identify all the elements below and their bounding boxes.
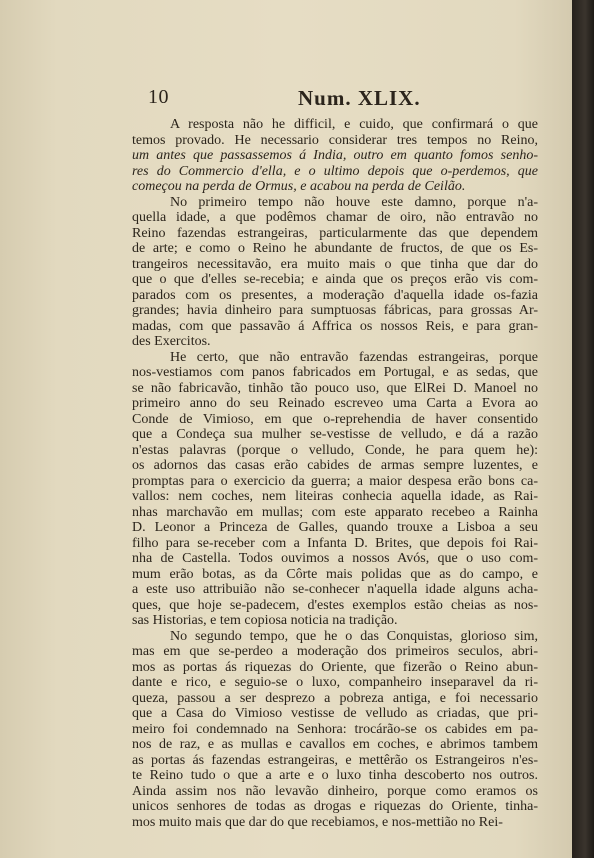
text-line: começou na perda de Ormus, e acabou na perda de Ceilão.: [132, 179, 466, 194]
text-line: primeiro anno do seu Reinado escreveo uma Carta a Evora ao: [132, 396, 538, 411]
text-line: mum erão botas, as da Côrte mais polidas que as do campo, e: [132, 566, 538, 582]
text-line: No primeiro tempo não houve este damno, porque n'a-: [170, 194, 538, 210]
page-number: 10: [148, 86, 169, 108]
text-line: se não fabricavão, tinhão tão pouco uso, que ElRei D. Manoel no: [132, 380, 538, 396]
text-line: res do Commercio d'ella, e o ultimo depois que o-perdemos, que: [132, 163, 538, 179]
text-line: trangeiros necessitavão, era muito mais o que tinha que dar do: [132, 256, 538, 272]
text-line: sas Historias, e tem copiosa noticia na tradição.: [132, 613, 398, 628]
text-line: grandes; havia dinheiro para sumptuosas fábricas, para grossas Ar-: [132, 303, 538, 318]
text-line: queza, passou a ser desprezo a pobreza antiga, e foi necessario: [132, 690, 538, 706]
text-line: vallos: nem coches, nem liteiras conhecia aquella idade, as Rai-: [132, 489, 538, 504]
issue-number: Num. XLIX.: [298, 86, 421, 110]
text-line: de arte; e como o Reino he abundante de fructos, de que os Es-: [132, 241, 538, 256]
text-line: madas, com que passavão á Affrica os nossos Reis, e para gran-: [132, 318, 538, 334]
text-line: que a Casa do Vimioso vestisse de velludo as criadas, que pri-: [132, 706, 538, 721]
text-line: mos muito mais que dar do que recebiamos, e nos-mettião no Rei-: [132, 814, 503, 830]
text-line: mos as portas ás riquezas do Oriente, que fizerão o Reino abun-: [132, 659, 538, 675]
text-line: promptas para o exercicio da guerra; a maior despesa erão bons ca-: [132, 473, 538, 489]
text-line: que o que d'elles se-recebia; e ainda que os preços erão vis com-: [132, 272, 538, 287]
text-line: que a Condeça sua mulher se-vestisse de velludo, e dá a razão: [132, 427, 538, 442]
text-line: quella idade, a que podêmos chamar de oiro, não entravão no: [132, 210, 538, 225]
text-line: as portas ás fazendas estrangeiras, e mettêrão os Estrangeiros n'es-: [132, 752, 538, 768]
text-line: um antes que passassemos á India, outro em quanto fomos senho-: [132, 148, 538, 163]
text-line: nos-vestiamos com panos fabricados em Portugal, e as sedas, que: [132, 365, 538, 380]
book-gutter: [572, 0, 594, 858]
text-line: unicos senhores de todas as drogas e riquezas do Oriente, tinha-: [132, 799, 538, 814]
text-line: nhas marchavão em mullas; com este apparato recebeo a Rainha: [132, 504, 538, 520]
text-line: He certo, que não entravão fazendas estrangeiras, porque: [170, 349, 538, 365]
page-header: [148, 86, 421, 110]
text-line: Conde de Vimioso, em que o-reprehendia de haver consentido: [132, 411, 538, 427]
text-line: n'estas palavras (porque o velludo, Conde, he para quem he):: [132, 442, 538, 458]
text-line: nha de Castella. Todos ouvimos a nossos Avós, que o uso com-: [132, 551, 538, 566]
text-line: filho para se-receber com a Infanta D. Brites, que depois foi Rai-: [132, 535, 538, 551]
body-text: [132, 117, 538, 830]
text-line: mas em que se-perdeo a moderação dos primeiros seculos, abri-: [132, 644, 538, 659]
text-line: parados com os presentes, a moderação d'aquella idade os-fazia: [132, 287, 538, 303]
text-line: Ainda assim nos não levavão dinheiro, porque como eramos os: [132, 783, 538, 799]
text-line: os adornos das casas erão cabides de armas sempre luzentes, e: [132, 458, 538, 473]
text-line: meiro foi condemnado na Senhora: trocárão-se os cabides em pa-: [132, 721, 538, 737]
text-line: des Exercitos.: [132, 334, 211, 349]
text-line: temos provado. He necessario considerar tres tempos no Reino,: [132, 132, 538, 148]
text-line: nos de raz, e as mullas e cavallos em coches, e abrimos tambem: [132, 737, 538, 752]
text-line: te Reino tudo o que a arte e o luxo tinha descoberto nos outros.: [132, 768, 538, 783]
text-line: A resposta não he difficil, e cuido, que confirmará o que: [170, 117, 538, 132]
text-line: a este uso attribuião não se-conhecer n'aquella idade alguns acha-: [132, 582, 538, 597]
text-line: dante e rico, e seguio-se o luxo, companheiro inseparavel da ri-: [132, 675, 538, 690]
text-line: ques, que hoje se-padecem, d'estes exemplos estão cheias as nos-: [132, 597, 538, 613]
text-line: Reino fazendas estrangeiras, particularmente das que dependem: [132, 225, 538, 241]
text-line: No segundo tempo, que he o das Conquistas, glorioso sim,: [170, 628, 538, 644]
text-line: D. Leonor a Princeza de Galles, quando trouxe a Lisboa a seu: [132, 520, 538, 535]
